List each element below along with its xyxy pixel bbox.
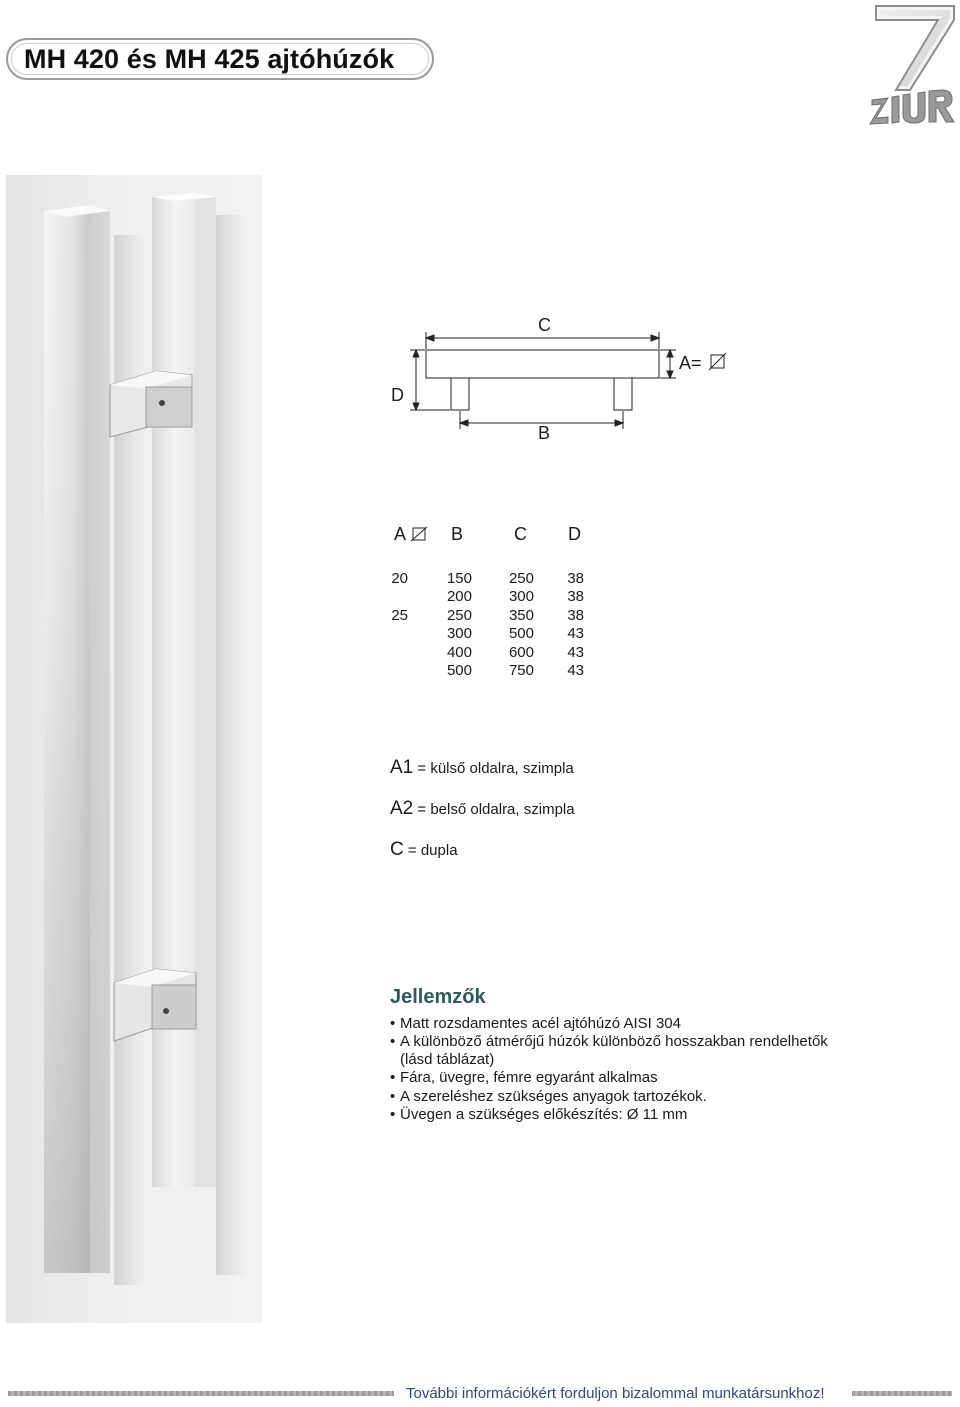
product-photo [6, 175, 262, 1323]
table-header-c: C [514, 524, 527, 544]
table-header-b: B [451, 524, 464, 544]
table-cell: 38 [567, 588, 584, 606]
feature-item: • Matt rozsdamentes acél ajtóhúzó AISI 304 [390, 1015, 681, 1032]
table-header-d: D [568, 524, 581, 544]
feature-item: • Fára, üvegre, fémre egyaránt alkalmas [390, 1069, 658, 1086]
page-title: MH 420 és MH 425 ajtóhúzók [24, 44, 395, 74]
feature-item: • A különböző átmérőjű húzók különböző hosszakban rendelhetők [390, 1033, 828, 1050]
table-cell: 250 [446, 606, 472, 624]
table-cell: 300 [446, 625, 472, 643]
legend-c: C = dupla [390, 839, 458, 860]
table-cell: 38 [567, 570, 584, 587]
table-cell: 300 [508, 588, 534, 606]
ziur-logo [866, 2, 960, 126]
footer-rule-left [8, 1391, 394, 1396]
footer-rule-right [852, 1391, 952, 1396]
table-cell: 20 [391, 570, 408, 587]
door-handle-illustration [6, 175, 262, 1323]
table-cell: 200 [446, 588, 472, 606]
feature-item: • A szereléshez szükséges anyagok tartozékok. [390, 1088, 707, 1105]
dim-label-b: B [538, 423, 551, 443]
table-cell: 400 [446, 643, 472, 661]
feature-item-continuation: (lásd táblázat) [400, 1051, 495, 1068]
feature-item: • Üvegen a szükséges előkészítés: Ø 11 mm [390, 1106, 688, 1123]
table-cell: 350 [508, 606, 534, 624]
table-cell: 43 [567, 643, 584, 661]
table-cell: 500 [508, 625, 534, 643]
table-cell: 150 [446, 570, 472, 587]
table-header-a: A [394, 524, 428, 545]
table-cell: 43 [567, 662, 584, 679]
table-cell: 250 [508, 570, 534, 587]
table-cell: 500 [446, 662, 472, 679]
legend-a2: A2 = belső oldalra, szimpla [390, 798, 575, 819]
footer-contact-text: További információkért forduljon bizalommal munkatársunkhoz! [406, 1385, 825, 1402]
dim-label-d: D [391, 385, 404, 405]
dim-label-c: C [538, 315, 551, 335]
table-cell: 25 [391, 606, 408, 624]
dim-label-a: A= [679, 353, 702, 373]
table-cell: 43 [567, 625, 584, 643]
table-cell: 750 [508, 662, 534, 679]
legend-a1: A1 = külső oldalra, szimpla [390, 757, 574, 778]
table-cell: 600 [508, 643, 534, 661]
features-heading: Jellemzők [390, 986, 486, 1008]
table-cell: 38 [567, 606, 584, 624]
technical-drawing [380, 305, 740, 455]
